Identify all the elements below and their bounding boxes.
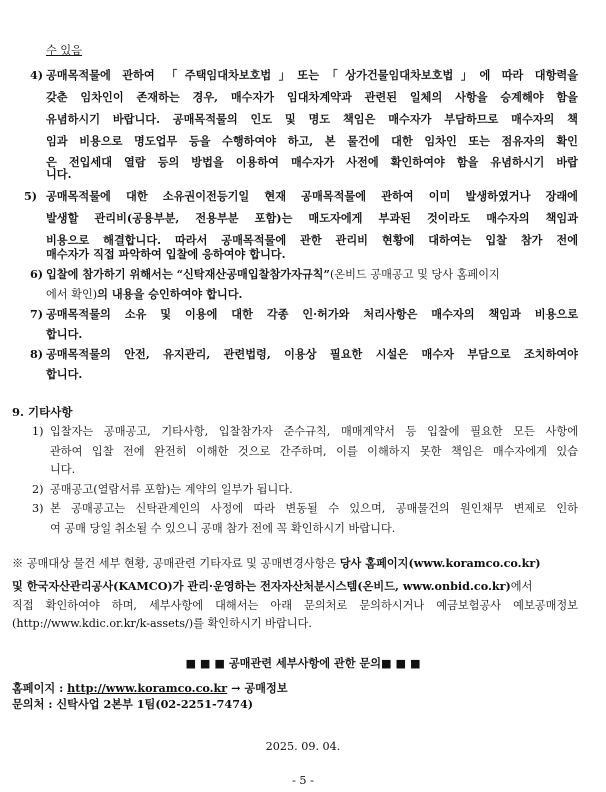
section9-item1-line: 니다.: [50, 463, 76, 476]
section9-item3-number: 3): [32, 502, 44, 515]
section9-item1-line: 관하여 입찰 전에 완전히 이해한 것으로 간주하며, 이를 이해하지 못한 책임은 매수자에게 있습: [50, 445, 578, 458]
note-intro-text: ※ 공매대상 물건 세부 현황, 공매관련 기타자료 및 공매변경사항은: [12, 557, 340, 570]
item7-line: 공매목적물의 소유 및 이용에 대한 각종 인·허가와 처리사항은 매수자의 책임과 비용으로: [46, 307, 578, 321]
note-onbid-text: 및 한국자산관리공사(KAMCO)가 관리·운영하는 전자자산처분시스템(온비드, www.onbid.co.kr): [12, 579, 511, 593]
item7-number: 7): [30, 307, 44, 321]
document-date: 2025. 09. 04.: [265, 740, 341, 753]
note-line: (http://www.kdic.or.kr/k-assets/)를 확인하시기 바랍니다.: [12, 617, 312, 630]
item6-number: 6): [30, 267, 44, 281]
section9-item3-line: 여 공매 당일 취소될 수 있으니 공매 참가 전에 꼭 확인하시기 바랍니다.: [50, 522, 396, 535]
item4-line: 공매목적물에 관하여 「주택임대차보호법」또는「상가건물임대차보호법」에 따라 대항력을: [46, 68, 578, 82]
item3-tail: 수 있음: [46, 44, 82, 57]
item4-line: 니다.: [46, 167, 72, 181]
item6-approve-text: 의 내용을 승인하여야 합니다.: [97, 287, 243, 301]
item6-line2: [46, 286, 242, 303]
homepage-link[interactable]: http://www.koramco.co.kr: [67, 681, 228, 695]
item5-line: 발생할 관리비(공용부분, 전용부분 포함)는 매도자에게 부과된 것이라도 매수자의 책임과: [46, 211, 578, 225]
page-number: - 5 -: [292, 774, 314, 787]
note-homepage-text: 당사 홈페이지(www.koramco.co.kr): [339, 556, 541, 570]
item5-number: 5): [24, 189, 38, 203]
section9-item1-number: 1): [32, 425, 44, 438]
homepage-suffix: → 공매정보: [227, 681, 288, 695]
note-line: 직접 확인하여야 하며, 세부사항에 대해서는 아래 문의처로 문의하시거나 예금보험공사 예보공매정보: [12, 599, 578, 612]
item6-source-text: (온비드 공매공고 및 당사 홈페이지: [329, 268, 500, 281]
item4-line: 은 전입세대 열람 등의 방법을 이용하여 매수자가 사전에 확인하여야 함을 유념하시기 바랍: [46, 155, 578, 169]
item6-rule-text: 입찰에 참가하기 위해서는 “신탁재산공매입찰참가자규칙”: [46, 267, 330, 281]
item8-line: 합니다.: [46, 367, 83, 381]
item8-line: 공매목적물의 안전, 유지관리, 관련법령, 이용상 필요한 시설은 매수자 부담으로 조치하여야: [46, 347, 578, 361]
item5-line: 공매목적물에 대한 소유권이전등기일 현재 공매목적물에 관하여 이미 발생하였거나 장래에: [46, 189, 578, 203]
item5-line: 매수자가 직접 파악하여 입찰에 응하여야 합니다.: [46, 247, 286, 261]
section9-item3-line: 본 공매공고는 신탁관계인의 사정에 따라 변동될 수 있으며, 공매물건의 원인채무 변제로 인하: [50, 502, 578, 515]
note-onbid-tail: 에서: [510, 580, 533, 593]
section9-item1-line: 입찰자는 공매공고, 기타사항, 입찰참가자 준수규칙, 매매계약서 등 입찰에 필요한 모든 사항에: [50, 425, 578, 438]
note-line: [12, 578, 578, 595]
inquiry-homepage: [12, 680, 288, 696]
item7-line: 합니다.: [46, 327, 83, 341]
item5-line: 비용으로 해결합니다. 따라서 공매목적물에 관한 관리비 현황에 대하여는 입찰 참가 전에: [46, 233, 578, 247]
homepage-label: 홈페이지 :: [12, 681, 68, 695]
inquiry-heading: ■ ■ ■ 공매관련 세부사항에 관한 문의■ ■ ■: [185, 656, 421, 670]
note-line: [12, 555, 578, 572]
item8-number: 8): [30, 347, 44, 361]
item6-source-tail: 에서 확인): [46, 288, 98, 301]
item4-number: 4): [30, 68, 44, 82]
section9-title: 9. 기타사항: [12, 405, 73, 419]
section9-item2-text: 공매공고(열람서류 포함)는 계약의 일부가 됩니다.: [50, 483, 293, 496]
inquiry-contact: 문의처 : 신탁사업 2본부 1팀(02-2251-7474): [12, 697, 254, 711]
item4-line: 갖춘 임차인이 존재하는 경우, 매수자가 임대차계약과 관련된 일체의 사항을 승계해야 함을: [46, 90, 578, 104]
section9-item2-number: 2): [32, 483, 44, 496]
item6-line1: [46, 266, 578, 283]
item4-line: 유념하시기 바랍니다. 공매목적물의 인도 및 명도 책임은 매수자가 부담하므로 매수자의 책: [46, 112, 578, 126]
item4-line: 임과 비용으로 명도업무 등을 수행하여야 하고, 본 물건에 대한 임차인 또는 점유자의 확인: [46, 134, 578, 148]
